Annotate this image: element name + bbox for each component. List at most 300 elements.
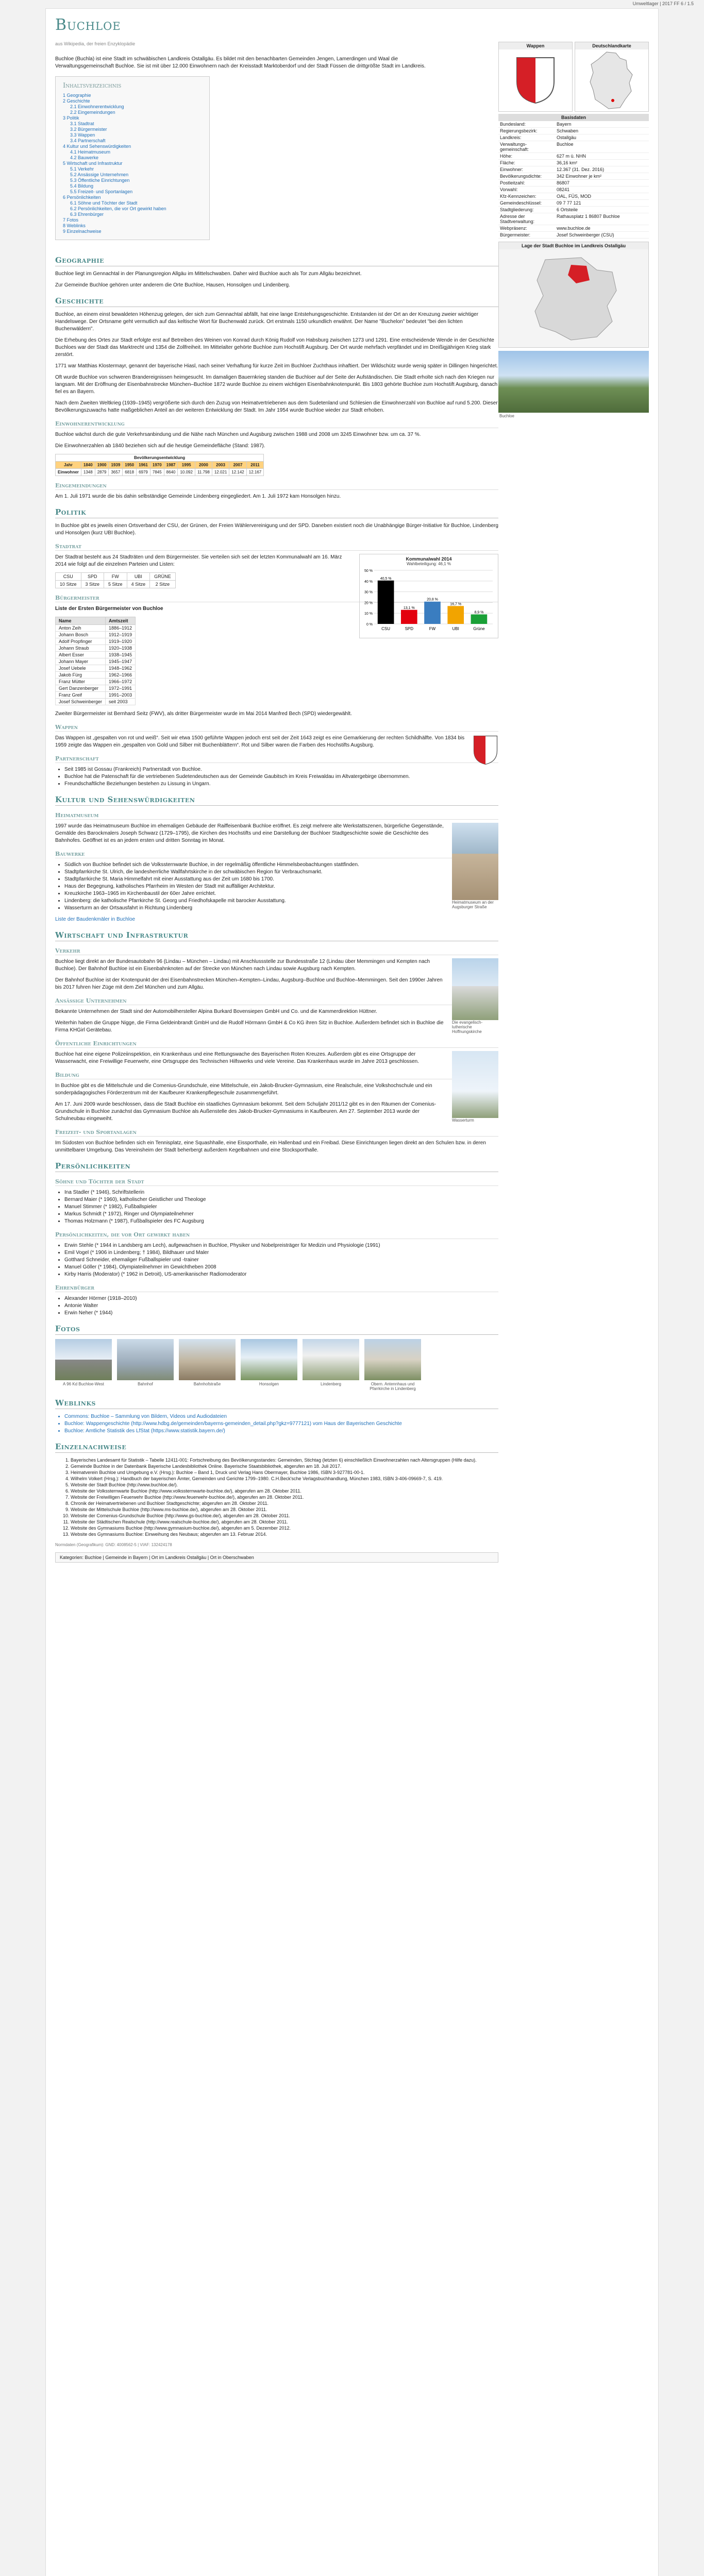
population-value: 12.167	[246, 469, 263, 476]
unternehmen-text-2: Weiterhin haben die Gruppe Nigge, die Firma Geldeinbrandt GmbH und die Rudolf Hörmann GmbH & Co KG ihren Sitz in Buchloe. Außerdem befindet sich in Buchloe die Firma KHGirl Gerätebau.	[55, 1020, 444, 1033]
toc-link[interactable]: 5.1 Verkehr	[70, 166, 94, 172]
section-soehne: Söhne und Töchter der Stadt	[55, 1178, 498, 1186]
mayor-name: Franz Mütter	[56, 679, 106, 685]
infobox-value: www.buchloe.de	[557, 226, 591, 231]
list-item: • Buchloe hat die Patenschaft für die vertriebenen Sudetendeutschen aus der Gemeinde Gaubitsch im Kreis Freiwaldau im Altvatergebirge übernommen.	[64, 773, 498, 781]
church-photo[interactable]	[452, 958, 498, 1020]
table-row	[56, 692, 136, 699]
reference-item: 13. Website des Gymnasiums Buchloe: Einweihung des Neubaus; abgerufen am 13. Februar 2014.	[71, 1531, 498, 1537]
list-item: • Seit 1985 ist Gossau (Frankreich) Partnerstadt von Buchloe.	[64, 766, 498, 773]
toc-link[interactable]: 8 Weblinks	[63, 223, 86, 228]
mayors-col-name: Name	[56, 617, 106, 625]
top-bar-status: Umweltlager | 2017 FF 6 / 1.5	[632, 1, 694, 6]
seats-value-row	[56, 581, 176, 588]
coat-of-arms-icon	[515, 56, 556, 105]
section-verkehr: Verkehr	[55, 947, 498, 955]
gallery-item[interactable]	[55, 1339, 112, 1391]
section-nachweise: Einzelnachweise	[55, 1442, 498, 1453]
toc-item[interactable]	[63, 178, 202, 183]
infobox-key: Vorwahl:	[500, 187, 518, 192]
chart-category-label: UBI	[452, 626, 459, 631]
toc-link[interactable]: 5.2 Ansässige Unternehmen	[70, 172, 129, 177]
table-row	[56, 672, 136, 679]
population-year: 2000	[195, 462, 212, 469]
seats-party: CSU	[56, 573, 81, 581]
toc-item[interactable]	[63, 195, 202, 200]
geographie-text-1: Buchloe liegt im Gennachtal in der Planungsregion Allgäu im Mittelschwaben. Daher wird Buchloe auch als Tor zum Allgäu bezeichnet.	[55, 271, 362, 277]
references-list	[71, 1457, 498, 1537]
table-row	[56, 632, 136, 638]
mayor-name: Adolf Propfinger	[56, 638, 106, 645]
toc-item[interactable]	[63, 155, 202, 161]
section-bauwerke: Bauwerke	[55, 851, 498, 858]
mayor-name: Josef Schweinberger	[56, 699, 106, 705]
seats-count: 10 Sitze	[56, 581, 81, 588]
infobox-key: Adresse der Stadtverwaltung:	[500, 214, 535, 224]
list-item: • Ina Stadler (* 1946), Schriftstellerin	[64, 1189, 498, 1196]
infobox-value: Ostallgäu	[557, 135, 577, 140]
infobox-value: Schwaben	[557, 128, 579, 133]
basisdaten-header: Basisdaten	[498, 114, 649, 121]
mayor-name: Gert Danzenberger	[56, 685, 106, 692]
population-year: 1970	[150, 462, 164, 469]
mayor-name: Jakob Fürg	[56, 672, 106, 679]
seats-count: 3 Sitze	[81, 581, 104, 588]
heimatmuseum-text: 1997 wurde das Heimatmuseum Buchloe im ehemaligen Gebäude der Raiffeisenbank Buchloe eröffnet. Es zeigt mehrere alte Werkstattszenen, bürgerliche Gegenstände, Gemälde des Barockmalers Joseph Schwarz (1729–1795), die Kirchen des Hochstifts und eine Darstellung der Buchloer Stadtgeschichte sowie die Geschichte des Bahnhofes. Geöffnet ist es an jedem ersten und dritten Sonntag im Monat.	[55, 823, 444, 843]
seats-count: 2 Sitze	[150, 581, 176, 588]
infobox-key: Fläche:	[500, 160, 515, 165]
chart-y-tick: 0 %	[366, 623, 373, 626]
population-value: 8640	[164, 469, 178, 476]
toc-link[interactable]: 5.3 Öffentliche Einrichtungen	[70, 178, 130, 183]
table-row	[56, 699, 136, 705]
reference-item: 12. Website des Gymnasiums Buchloe (http://www.gymnasium-buchloe.de/), abgerufen am 5. Dezember 2012.	[71, 1525, 498, 1531]
toc-item[interactable]	[63, 206, 202, 212]
infobox-row	[498, 232, 649, 239]
weblink-item[interactable]: • Buchloe: Amtliche Statistik des LfStat (https://www.statistik.bayern.de/)	[64, 1428, 498, 1435]
gallery-photo[interactable]	[303, 1339, 359, 1380]
infobox-value: Josef Schweinberger (CSU)	[557, 232, 614, 238]
toc-item[interactable]	[63, 212, 202, 217]
chart-subtitle: Wahlbeteiligung: 46,1 %	[407, 562, 451, 566]
chart-bar-spd	[401, 610, 417, 624]
geschichte-text-3: 1771 war Matthias Klostermayr, genannt der bayerische Hiasl, nach seiner Verhaftung für kurze Zeit im Buchloer Zuchthaus inhaftiert. Der Wildschütz wurde wenig später in Dillingen hingerichtet.	[55, 363, 498, 369]
wappen-label: Wappen	[499, 42, 572, 49]
geschichte-text-5: Nach dem Zweiten Weltkrieg (1939–1945) vergrößerte sich durch den Zuzug von Heimatvertriebenen aus dem Sudetenland und Schlesien die Einwohnerzahl von Buchloe auf rund 5.200. Dieser Bevölkerungszuwachs hatte maßgeblichen Anteil an der weiteren Entwicklung der Stadt. Im Jahr 1954 wurde Buchloe wieder zur Stadt erhoben.	[55, 400, 498, 413]
table-row	[56, 645, 136, 652]
population-value: 3657	[109, 469, 123, 476]
chart-bar-ubi	[447, 606, 464, 624]
toc-link[interactable]: 5.4 Bildung	[70, 183, 94, 189]
mayor-name: Albert Esser	[56, 652, 106, 658]
table-row	[56, 652, 136, 658]
toc-item[interactable]	[63, 229, 202, 234]
gallery-item[interactable]	[241, 1339, 297, 1391]
toc-link[interactable]: 3.4 Partnerschaft	[70, 138, 106, 143]
infobox-row	[498, 180, 649, 187]
population-value: 10.092	[178, 469, 195, 476]
gallery-photo[interactable]	[364, 1339, 421, 1380]
infobox-row	[498, 225, 649, 232]
eingemeindungen-text: Am 1. Juli 1971 wurde die bis dahin selbständige Gemeinde Lindenberg eingegliedert. Am 1. Juli 1972 kam Honsolgen hinzu.	[55, 494, 341, 499]
list-item: • Manuel Stimmer (* 1982), Fußballspieler	[64, 1204, 498, 1211]
toc-link[interactable]: 2.1 Einwohnerentwicklung	[70, 104, 124, 109]
infobox-value: 342 Einwohner je km²	[557, 174, 602, 179]
toc-link[interactable]: 5 Wirtschaft und Infrastruktur	[63, 161, 123, 166]
chart-title: Kommunalwahl 2014	[406, 556, 452, 562]
gallery-photo[interactable]	[179, 1339, 236, 1380]
chart-bar-csu	[378, 581, 394, 624]
toc-link[interactable]: 4.2 Bauwerke	[70, 155, 99, 160]
table-of-contents	[55, 76, 210, 240]
verkehr-text-1: Buchloe liegt direkt an der Bundesautobahn 96 (Lindau – München – Lindau) mit Anschlussstelle zur Bundesstraße 12 (Lindau über Memmingen und Kempten nach Buchloe). Der Bahnhof Buchloe ist ein Eisenbahnknoten auf der Strecke von München nach Lindau sowie Augsburg nach Kempten.	[55, 959, 430, 972]
mayor-name: Johann Straub	[56, 645, 106, 652]
mayor-term: 1966–1972	[106, 679, 136, 685]
ehrenbuerger-list	[64, 1295, 498, 1317]
list-item: • Kirby Harris (Moderator) (* 1962 in Detroit), US-amerikanischer Radiomoderator	[64, 1271, 498, 1278]
toc-item[interactable]	[63, 115, 202, 121]
population-year: 1939	[109, 462, 123, 469]
reference-item: 11. Website der Städtischen Realschule (http://www.realschule-buchloe.de/), abgerufen am 28. Oktober 2011.	[71, 1519, 498, 1525]
verkehr-text-2: Der Bahnhof Buchloe ist der Knotenpunkt der drei Eisenbahnstrecken München–Kempten–Lindau, Augsburg–Buchloe und Buchloe–Memmingen. Seit den 1990er Jahren bis 2017 fuhren hier Züge mit dem Ziel München und zum Allgäu.	[55, 977, 443, 990]
section-weblinks: Weblinks	[55, 1398, 498, 1409]
chart-category-label: CSU	[381, 626, 391, 631]
toc-item[interactable]	[63, 138, 202, 144]
seats-party: SPD	[81, 573, 104, 581]
list-item: • Erwin Stehle (* 1944 in Landsberg am Lech), aufgewachsen in Buchloe, Physiker und Nobelpreisträger für Medizin und Physiologie (1991)	[64, 1242, 498, 1249]
toc-link[interactable]: 3 Politik	[63, 115, 79, 121]
toc-item[interactable]	[63, 172, 202, 178]
toc-item[interactable]	[63, 121, 202, 127]
church-photo-caption: Die evangelisch-lutherische Hoffnungskirche	[452, 1020, 483, 1034]
mayor-name: Anton Zeih	[56, 625, 106, 632]
toc-item[interactable]	[63, 144, 202, 149]
infobox-value: 627 m ü. NHN	[557, 154, 586, 159]
infobox-row	[498, 166, 649, 173]
population-table	[55, 454, 264, 476]
reference-item: 4. Wilhelm Volkert (Hrsg.): Handbuch der bayerischen Ämter, Gemeinden und Gerichte 1799–1980. C.H.Beck'sche Verlagsbuchhandlung, München 1983, ISBN 3-406-09669-7, S. 419.	[71, 1476, 498, 1482]
top-bar	[0, 0, 704, 7]
infobox-row	[498, 200, 649, 207]
reference-item: 5. Website der Stadt Buchloe (http://www.buchloe.de/).	[71, 1482, 498, 1488]
infobox	[498, 42, 649, 419]
toc-link[interactable]: 3.2 Bürgermeister	[70, 127, 107, 132]
section-fotos: Fotos	[55, 1324, 498, 1335]
chart-value-label: 40,5 %	[380, 577, 392, 581]
mayor-term: 1962–1966	[106, 672, 136, 679]
toc-link[interactable]: 7 Fotos	[63, 217, 79, 223]
toc-link[interactable]: 6.2 Persönlichkeiten, die vor Ort gewirkt haben	[70, 206, 166, 211]
table-row	[56, 679, 136, 685]
toc-item[interactable]	[63, 183, 202, 189]
mayors-table	[55, 617, 136, 705]
weblink-item[interactable]: • Commons: Buchloe – Sammlung von Bildern, Videos und Audiodateien	[64, 1413, 498, 1420]
mayor-term: 1912–1919	[106, 632, 136, 638]
population-year: 1950	[123, 462, 137, 469]
toc-link[interactable]: 2 Geschichte	[63, 98, 90, 104]
mayor-term: seit 2003	[106, 699, 136, 705]
toc-link[interactable]: 4 Kultur und Sehenswürdigkeiten	[63, 144, 131, 149]
toc-item[interactable]	[63, 127, 202, 132]
toc-item[interactable]	[63, 161, 202, 166]
infobox-key: Bürgermeister:	[500, 232, 531, 238]
population-value: 11.798	[195, 469, 212, 476]
toc-header: Inhaltsverzeichnis	[63, 82, 122, 90]
category-bar[interactable]: Kategorien: Buchloe | Gemeinde in Bayern | Ort im Landkreis Ostallgäu | Ort in Oberschwaben	[55, 1552, 498, 1563]
chart-bar-grüne	[471, 614, 488, 624]
wappen-text: Das Wappen ist „gespalten von rot und weiß“. Seit wir etwa 1500 geführte Wappen jedoch erst seit der Zeit 1643 zeigt es eine Gemarkierung der rechten Schildhälfte. Von 1834 bis 1959 zeigte das Wappen ein „gespalten von Gold und Silber mit Buchenblättern“. Rot und Silber waren die Farben des Hochstifts Augsburg.	[55, 735, 465, 748]
infobox-value: 08241	[557, 187, 570, 192]
section-partnerschaft: Partnerschaft	[55, 755, 498, 763]
section-geschichte: Geschichte	[55, 296, 498, 307]
population-year: 2007	[229, 462, 246, 469]
chart-y-tick: 40 %	[364, 580, 373, 584]
population-year: 1987	[164, 462, 178, 469]
infobox-value: Buchloe	[557, 142, 574, 147]
page-title: Buchloe	[55, 16, 121, 34]
infobox-key: Gemeindeschlüssel:	[500, 200, 542, 206]
toc-link[interactable]: 3.1 Stadtrat	[70, 121, 94, 126]
intro-paragraph: Buchloe (Buchla) ist eine Stadt im schwäbischen Landkreis Ostallgäu. Es bildet mit den benachbarten Gemeinden Jengen, Lamerdingen und Waal die Verwaltungsgemeinschaft Buchloe. Sie ist mit über 12.000 Einwohnern nach der Kreisstadt Marktoberdorf und der Stadt Füssen die drittgrößte Stadt im Landkreis.	[55, 56, 426, 69]
toc-link[interactable]: 2.2 Eingemeindungen	[70, 110, 115, 115]
population-value: 6979	[137, 469, 150, 476]
chart-category-label: FW	[429, 626, 436, 631]
section-stadtrat: Stadtrat	[55, 543, 498, 551]
geographie-text-2: Zur Gemeinde Buchloe gehören unter anderem die Orte Buchloe, Hausen, Honsolgen und Lindenberg.	[55, 282, 290, 288]
toc-item[interactable]	[63, 93, 202, 98]
list-item: • Erwin Neher (* 1944)	[64, 1310, 498, 1317]
section-ehrenbuerger: Ehrenbürger	[55, 1284, 498, 1292]
article-page	[45, 8, 659, 2576]
weblink-item[interactable]: • Buchloe: Wappengeschichte (http://www.hdbg.de/gemeinden/bayerns-gemeinden_detail.php?gkz=9777121) vom Haus der Bayerischen Geschichte	[64, 1420, 498, 1428]
mayors-col-term: Amtszeit	[106, 617, 136, 625]
toc-link[interactable]: 6.3 Ehrenbürger	[70, 212, 104, 217]
mayor-name: Johann Mayer	[56, 658, 106, 665]
gallery-photo[interactable]	[241, 1339, 297, 1380]
list-item: • Antonie Walter	[64, 1302, 498, 1310]
toc-item[interactable]	[63, 189, 202, 195]
section-einwohner: Einwohnerentwicklung	[55, 420, 498, 428]
toc-item[interactable]	[63, 166, 202, 172]
toc-item[interactable]	[63, 104, 202, 110]
reference-item: 6. Website der Volkssternwarte Buchloe (http://www.volkssternwarte-buchloe.de/), abgerufen am 28. Oktober 2011.	[71, 1488, 498, 1494]
gallery-item[interactable]	[179, 1339, 236, 1391]
toc-item[interactable]	[63, 110, 202, 115]
list-item: • Alexander Hörmer (1918–2010)	[64, 1295, 498, 1302]
section-kultur: Kultur und Sehenswürdigkeiten	[55, 795, 498, 806]
chart-category-label: SPD	[405, 626, 414, 631]
infobox-key: Einwohner:	[500, 167, 524, 172]
basisdaten-table	[498, 121, 649, 239]
infobox-germany-map[interactable]	[575, 42, 649, 112]
gallery-photo[interactable]	[55, 1339, 112, 1380]
infobox-row	[498, 121, 649, 128]
infobox-row	[498, 160, 649, 166]
population-year: 2003	[212, 462, 229, 469]
toc-item[interactable]	[63, 200, 202, 206]
main-content	[55, 56, 498, 1563]
infobox-row	[498, 173, 649, 180]
infobox-key: Bundesland:	[500, 122, 526, 127]
chart-y-tick: 30 %	[364, 590, 373, 595]
wappen-image[interactable]	[473, 735, 498, 768]
town-photo[interactable]	[498, 351, 649, 413]
section-bildung: Bildung	[55, 1072, 498, 1079]
gewirkt-list	[64, 1242, 498, 1278]
infobox-value: Bayern	[557, 122, 572, 127]
chart-y-tick: 20 %	[364, 601, 373, 605]
reference-item: 2. Gemeinde Buchloe in der Datenbank Bayerische Landesbibliothek Online. Bayerische Staatsbibliothek, abgerufen am 18. Juli 2017.	[71, 1463, 498, 1469]
section-gewirkt: Persönlichkeiten, die vor Ort gewirkt haben	[55, 1231, 498, 1239]
mayor-term: 1938–1945	[106, 652, 136, 658]
toc-item[interactable]	[63, 132, 202, 138]
freizeit-text: Im Südosten von Buchloe befinden sich ein Tennisplatz, eine Squashhalle, eine Eissporthalle, ein Hallenbad und ein Freibad. Diese Einrichtungen liegen direkt an den Schulen bzw. in deren unmittelbarer Umgebung. Das Vereinsheim der Stadt beherbergt außerdem Kegelbahnen und eine Stocksporthalle.	[55, 1140, 486, 1153]
population-year: 2011	[246, 462, 263, 469]
baudenkmaeler-link[interactable]: Liste der Baudenkmäler in Buchloe	[55, 917, 136, 922]
list-item: • Südlich von Buchloe befindet sich die Volkssternwarte Buchloe, in der regelmäßig öffentliche Himmelsbeobachtungen stattfinden.	[64, 861, 498, 869]
seats-count: 5 Sitze	[104, 581, 127, 588]
table-row	[56, 638, 136, 645]
seats-party: GRÜNE	[150, 573, 176, 581]
reference-item: 9. Website der Mittelschule Buchloe (http://www.ms-buchloe.de/), abgerufen am 28. Oktober 2011.	[71, 1506, 498, 1513]
table-row	[56, 658, 136, 665]
politik-text: In Buchloe gibt es jeweils einen Ortsverband der CSU, der Grünen, der Freien Wählervereinigung und der SPD. Daneben existiert noch die Unabhängige Bürger-Initiative für Buchloe, Lindenberg und Honsolgen (kurz UBI Buchloe).	[55, 523, 498, 536]
table-row	[56, 625, 136, 632]
bildung-text-1: In Buchloe gibt es die Mittelschule und die Comenius-Grundschule, eine Mittelschule, ein Jakob-Brucker-Gymnasium, eine Realschule, eine Volkshochschule und ein sonderpädagogisches Förderzentrum mit der Kaufbeurer Krankenpflegeschule zusammengeführt.	[55, 1083, 432, 1096]
section-persoenlichkeiten: Persönlichkeiten	[55, 1161, 498, 1172]
gallery-caption: Obern. Antennhaus und Pfarrkirche in Lindenberg	[370, 1382, 416, 1391]
mayor-term: 1920–1938	[106, 645, 136, 652]
gallery-item[interactable]	[303, 1339, 359, 1391]
section-geographie: Geographie	[55, 256, 498, 266]
normdaten: Normdaten (Geografikum): GND: 4008562-5 | VIAF: 132424178	[55, 1543, 172, 1547]
population-year: 1995	[178, 462, 195, 469]
gallery-item[interactable]	[117, 1339, 174, 1391]
infobox-row	[498, 213, 649, 225]
toc-item[interactable]	[63, 223, 202, 229]
toc-link[interactable]: 6 Persönlichkeiten	[63, 195, 101, 200]
museum-photo-box	[452, 823, 498, 909]
tower-photo[interactable]	[452, 1051, 498, 1118]
weblinks-list	[64, 1413, 498, 1435]
infobox-value: 86807	[557, 180, 570, 185]
population-value-label: Einwohner	[56, 469, 81, 476]
mayor-name: Johann Bosch	[56, 632, 106, 638]
list-item: • Markus Schmidt (* 1972), Ringer und Olympiateilnehmer	[64, 1211, 498, 1218]
toc-link[interactable]: 3.3 Wappen	[70, 132, 95, 138]
district-map-icon	[499, 249, 648, 347]
germany-map-label: Deutschlandkarte	[575, 42, 648, 49]
list-item: • Manuel Göller (* 1984), Olympiateilnehmer im Gewichtheben 2008	[64, 1264, 498, 1271]
list-item: • Haus der Begegnung, katholisches Pfarrheim im Westen der Stadt mit auffälliger Architektur.	[64, 883, 498, 890]
mayor-term: 1991–2003	[106, 692, 136, 699]
chart-category-label: Grüne	[473, 626, 485, 631]
section-freizeit: Freizeit- und Sportanlagen	[55, 1129, 498, 1137]
list-item: • Kreuzkirche 1963–1965 im Kirchenbaustil der 60er Jahre errichtet.	[64, 890, 498, 897]
einwohner-text-2: Die Einwohnerzahlen ab 1840 beziehen sich auf die heutige Gemeindefläche (Stand: 1987).	[55, 443, 265, 449]
infobox-value: 09 7 77 121	[557, 200, 581, 206]
list-item: • Stadtpfarrkirche St. Ulrich, die landesherrliche Wallfahrtskirche in der schwäbischen Region für Verbrauchsmarkt.	[64, 869, 498, 876]
section-einrichtungen: Öffentliche Einrichtungen	[55, 1040, 498, 1048]
section-heimatmuseum: Heimatmuseum	[55, 812, 498, 820]
germany-map-icon	[586, 50, 638, 111]
population-year: 1900	[95, 462, 109, 469]
population-year-label: Jahr	[56, 462, 81, 469]
toc-item[interactable]	[63, 149, 202, 155]
infobox-key: Landkreis:	[500, 135, 522, 140]
population-year: 1840	[81, 462, 95, 469]
toc-link[interactable]: 4.1 Heimatmuseum	[70, 149, 111, 155]
infobox-value: 12.367 (31. Dez. 2016)	[557, 167, 605, 172]
population-value: 2879	[95, 469, 109, 476]
infobox-key: Kfz-Kennzeichen:	[500, 194, 537, 199]
lage-map[interactable]	[498, 242, 649, 348]
toc-link[interactable]: 6.1 Söhne und Töchter der Stadt	[70, 200, 138, 206]
population-values-row	[56, 469, 264, 476]
coat-of-arms-small-icon	[473, 735, 498, 766]
toc-link[interactable]: 1 Geographie	[63, 93, 91, 98]
town-photo-caption: Buchloe	[499, 414, 514, 418]
seats-party: FW	[104, 573, 127, 581]
museum-photo[interactable]	[452, 823, 498, 900]
infobox-key: Bevölkerungsdichte:	[500, 174, 542, 179]
infobox-key: Höhe:	[500, 154, 513, 159]
unternehmen-text-1: Bekannte Unternehmen der Stadt sind der Automobilhersteller Alpina Burkard Bovensiepen GmbH und Co. und die Kammerdirektion Hüttner.	[55, 1009, 377, 1014]
seats-count: 4 Sitze	[127, 581, 150, 588]
population-table-caption: Bevölkerungsentwicklung	[56, 454, 264, 462]
stadtrat-text: Der Stadtrat besteht aus 24 Stadträten und dem Bürgermeister. Sie verteilen sich seit der letzten Kommunalwahl am 16. März 2014 wie folgt auf die einzelnen Parteien und Listen:	[55, 554, 342, 567]
toc-item[interactable]	[63, 217, 202, 223]
infobox-value: Rathausplatz 1 86807 Buchloe	[557, 214, 620, 219]
reference-item: 8. Chronik der Heimatvertriebenen und Buchloer Stadtgeschichte; abgerufen am 28. Oktober 2011.	[71, 1500, 498, 1506]
infobox-key: Verwaltungs-gemeinschaft:	[500, 142, 529, 152]
infobox-value: OAL, FÜS, MOD	[557, 194, 592, 199]
infobox-value: 6 Ortsteile	[557, 207, 578, 212]
chart-value-label: 13,1 %	[403, 606, 415, 610]
einwohner-text-1: Buchloe wächst durch die gute Verkehrsanbindung und die Nähe nach München und Augsburg zwischen 1988 und 2008 um 3245 Einwohner bzw. um ca. 37 %.	[55, 432, 421, 437]
section-eingemeindungen: Eingemeindungen	[55, 482, 498, 490]
gallery-item[interactable]	[364, 1339, 421, 1391]
chart-value-label: 16,7 %	[450, 602, 462, 606]
reference-item: 7. Website der Freiwilligen Feuerwehr Buchloe (http://www.feuerwehr-buchloe.de/), abgerufen am 28. Oktober 2011.	[71, 1494, 498, 1500]
seats-party-row	[56, 573, 176, 581]
buergermeister-text: Zweiter Bürgermeister ist Bernhard Seitz (FWV), als dritter Bürgermeister wurde im Mai 2014 Manfred Bech (SPD) wiedergewählt.	[55, 711, 352, 717]
infobox-key: Postleitzahl:	[500, 180, 525, 185]
church-photo-box	[452, 958, 498, 1034]
list-item: • Gotthard Schneider, ehemaliger Fußballspieler und -trainer	[64, 1257, 498, 1264]
infobox-key: Stadtgliederung:	[500, 207, 534, 212]
toc-item[interactable]	[63, 98, 202, 104]
gallery-photo[interactable]	[117, 1339, 174, 1380]
infobox-row	[498, 128, 649, 134]
list-item: • Freundschaftliche Beziehungen bestehen zu Lissung in Ungarn.	[64, 781, 498, 788]
infobox-row	[498, 207, 649, 213]
toc-link[interactable]: 5.5 Freizeit- und Sportanlagen	[70, 189, 133, 194]
list-item: • Thomas Holzmann (* 1987), Fußballspieler des FC Augsburg	[64, 1218, 498, 1225]
gallery-caption: Lindenberg	[320, 1382, 342, 1386]
mayor-name: Josef Uebele	[56, 665, 106, 672]
toc-link[interactable]: 9 Einzelnachweise	[63, 229, 102, 234]
toc-list	[63, 93, 202, 234]
lage-map-label: Lage der Stadt Buchloe im Landkreis Ostallgäu	[499, 242, 648, 249]
seats-table	[55, 572, 176, 588]
list-item: • Emil Vogel (* 1906 in Lindenberg; † 1984), Bildhauer und Maler	[64, 1249, 498, 1257]
geschichte-text-2: Die Erhebung des Ortes zur Stadt erfolgte erst auf Betreiben des Weinen von Konrad durch König Rudolf von Habsburg zwischen 1273 und 1291. Eine entscheidende Wende in der Geschichte Buchloes war der Stadt das Marktrecht und 1354 die Zollfreiheit. Im Mittelalter gehörte Buchloe zum Hochstift Augsburg. Der Ort wurde mehrfach verpfändet und im Dreißigjährigen Krieg stark zerstört.	[55, 337, 494, 358]
section-wirtschaft: Wirtschaft und Infrastruktur	[55, 930, 498, 941]
population-value: 1348	[81, 469, 95, 476]
population-year: 1961	[137, 462, 150, 469]
gallery-caption: A 96 Kd Buchloe-West	[63, 1382, 104, 1386]
